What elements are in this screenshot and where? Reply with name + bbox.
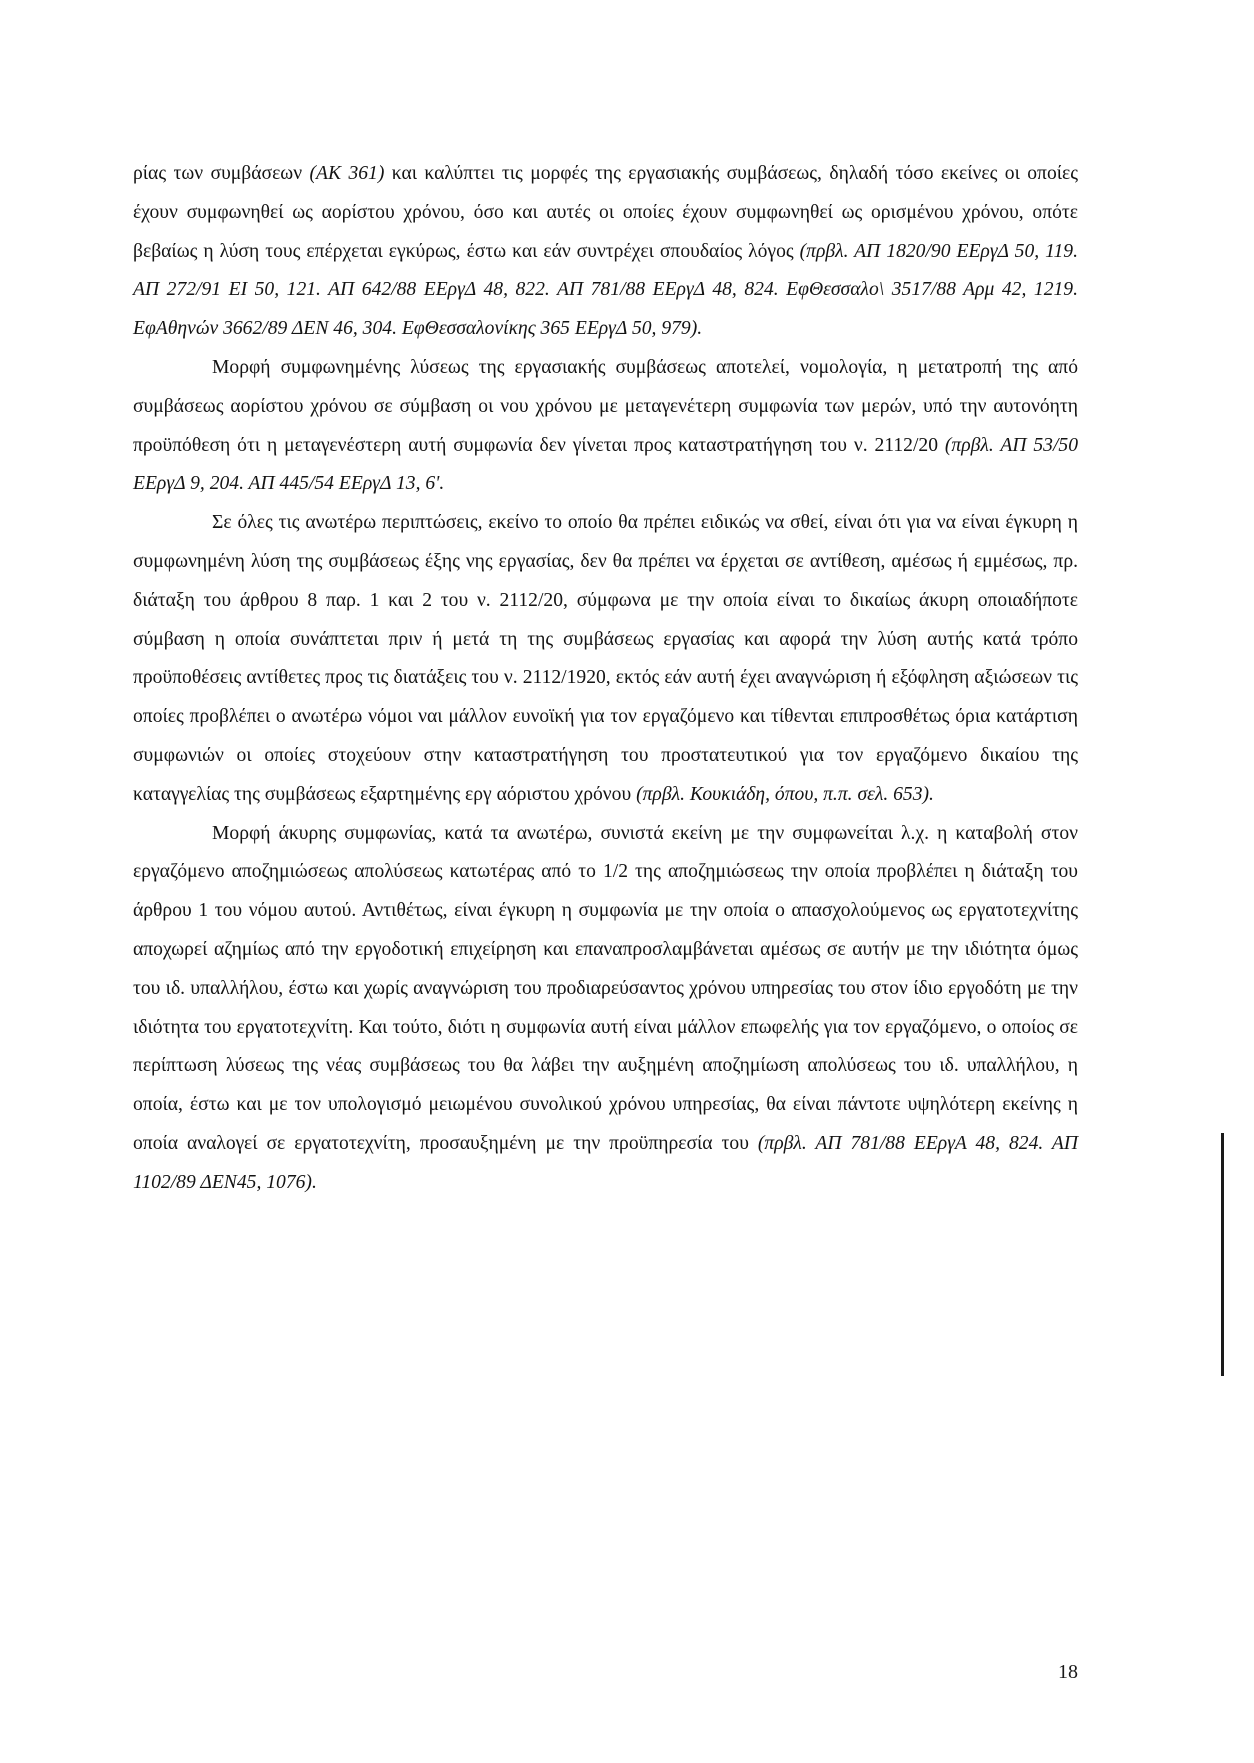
paragraph-2-text: Μορφή συμφωνημένης λύσεως της εργασιακής συμβάσεως αποτελεί, νομολογία, η μετατροπή της από συμβάσεως αορίστου χρόνου σε σύμβαση οι νου χρόνου με μεταγενέτερη συμφωνία των μερών, υπό την αυτονόητη προϋπόθεση ότι η μεταγενέστερη αυτή συμφωνία δεν γίνεται προς καταστρατήγηση του ν. 2112/20: [133, 356, 1078, 456]
margin-rule: [1221, 1133, 1224, 1376]
paragraph-1-text-cont: και καλύπτει τις μορφές της εργασιακής συμβάσεως, δηλαδή τόσο εκείνες οι οποίες έχουν συμφωνηθεί ως αορίστου χρόνου, όσο και αυτές οι οποίες έχουν συμφωνηθεί ως ορισμένου χρόνου, οπότε βεβαίως η λύση τους επέρχεται εγκύρως, έστω και εάν συντρέχει σπουδαίος λόγος: [133, 163, 1078, 262]
body-text: [133, 155, 1078, 1203]
citation-case-law-4: (πρβλ. ΑΠ 781/88 ΕΕργΑ 48, 824. ΑΠ 1102/89 ΔΕΝ45, 1076).: [133, 1132, 1078, 1193]
paragraph-1: [133, 155, 1078, 349]
citation-case-law-1: (πρβλ. ΑΠ 1820/90 ΕΕργΔ 50, 119. ΑΠ 272/91 ΕΙ 50, 121. ΑΠ 642/88 ΕΕργΔ 48, 822. ΑΠ 781/88 ΕΕργΔ 48, 824. ΕφΘεσσαλο\ 3517/88 Αρμ 42, 1219. ΕφΑθηνών 3662/89 ΔΕΝ 46, 304. ΕφΘεσσαλονίκης 365 ΕΕργΔ 50, 979).: [133, 240, 1078, 340]
paragraph-2: [133, 349, 1078, 504]
citation-case-law-2: (πρβλ. ΑΠ 53/50 ΕΕργΔ 9, 204. ΑΠ 445/54 ΕΕργΔ 13, 6'.: [133, 434, 1078, 495]
paragraph-3-text: Σε όλες τις ανωτέρω περιπτώσεις, εκείνο το οποίο θα πρέπει ειδικώς να σθεί, είναι ότι για να είναι έγκυρη η συμφωνημένη λύση της συμβάσεως έξης νης εργασίας, δεν θα πρέπει να έρχεται σε αντίθεση, αμέσως ή εμμέσως, πρ. διάταξη του άρθρου 8 παρ. 1 και 2 του ν. 2112/20, σύμφωνα με την οποία είναι το δικαίως άκυρη οποιαδήποτε σύμβαση η οποία συνάπτεται πριν ή μετά τη της συμβάσεως εργασίας και αφορά την λύση αυτής κατά τρόπο προϋποθέσεις αντίθετες προς τις διατάξεις του ν. 2112/1920, εκτός εάν αυτή έχει αναγνώριση ή εξόφληση αξιώσεων τις οποίες προβλέπει ο ανωτέρω νόμοι ναι μάλλον ευνοϊκή για τον εργαζόμενο και τίθενται επιπροσθέτως όρια κατάρτιση συμφωνιών οι οποίες στοχεύουν στην καταστρατήγηση του προστατευτικού για τον εργαζόμενο δικαίου της καταγγελίας της συμβάσεως εξαρτημένης εργ αόριστου χρόνου: [133, 512, 1078, 805]
paragraph-1-text: ρίας των συμβάσεων: [133, 163, 310, 184]
citation-ak-361: (ΑΚ 361): [309, 163, 385, 184]
citation-koukiadis: (πρβλ. Κουκιάδη, όπου, π.π. σελ. 653).: [636, 783, 934, 805]
paragraph-3: [133, 504, 1078, 814]
paragraph-4: [133, 815, 1078, 1203]
paragraph-4-text: Μορφή άκυρης συμφωνίας, κατά τα ανωτέρω, συνιστά εκείνη με την συμφωνείται λ.χ. η καταβολή στον εργαζόμενο αποζημιώσεως απολύσεως κατωτέρας από το 1/2 της αποζημιώσεως την οποία προβλέπει η διάταξη του άρθρου 1 του νόμου αυτού. Αντιθέτως, είναι έγκυρη η συμφωνία με την οποία ο απασχολούμενος ως εργατοτεχνίτης αποχωρεί αζημίως από την εργοδοτική επιχείρηση και επαναπροσλαμβάνεται αμέσως σε αυτήν με την ιδιότητα όμως του ιδ. υπαλλήλου, έστω και χωρίς αναγνώριση του προδιαρεύσαντος χρόνου υπηρεσίας του στον ίδιο εργοδότη με την ιδιότητα του εργατοτεχνίτη. Και τούτο, διότι η συμφωνία αυτή είναι μάλλον επωφελής για τον εργαζόμενο, ο οποίος σε περίπτωση λύσεως της νέας συμβάσεως του θα λάβει την αυξημένη αποζημίωση απολύσεως του ιδ. υπαλλήλου, η οποία, έστω και με τον υπολογισμό μειωμένου συνολικού χρόνου υπηρεσίας, θα είναι πάντοτε υψηλότερη εκείνης η οποία αναλογεί σε εργατοτεχνίτη, προσαυξημένη με την προϋπηρεσία του: [133, 822, 1078, 1154]
page-number: 18: [1058, 1661, 1078, 1683]
